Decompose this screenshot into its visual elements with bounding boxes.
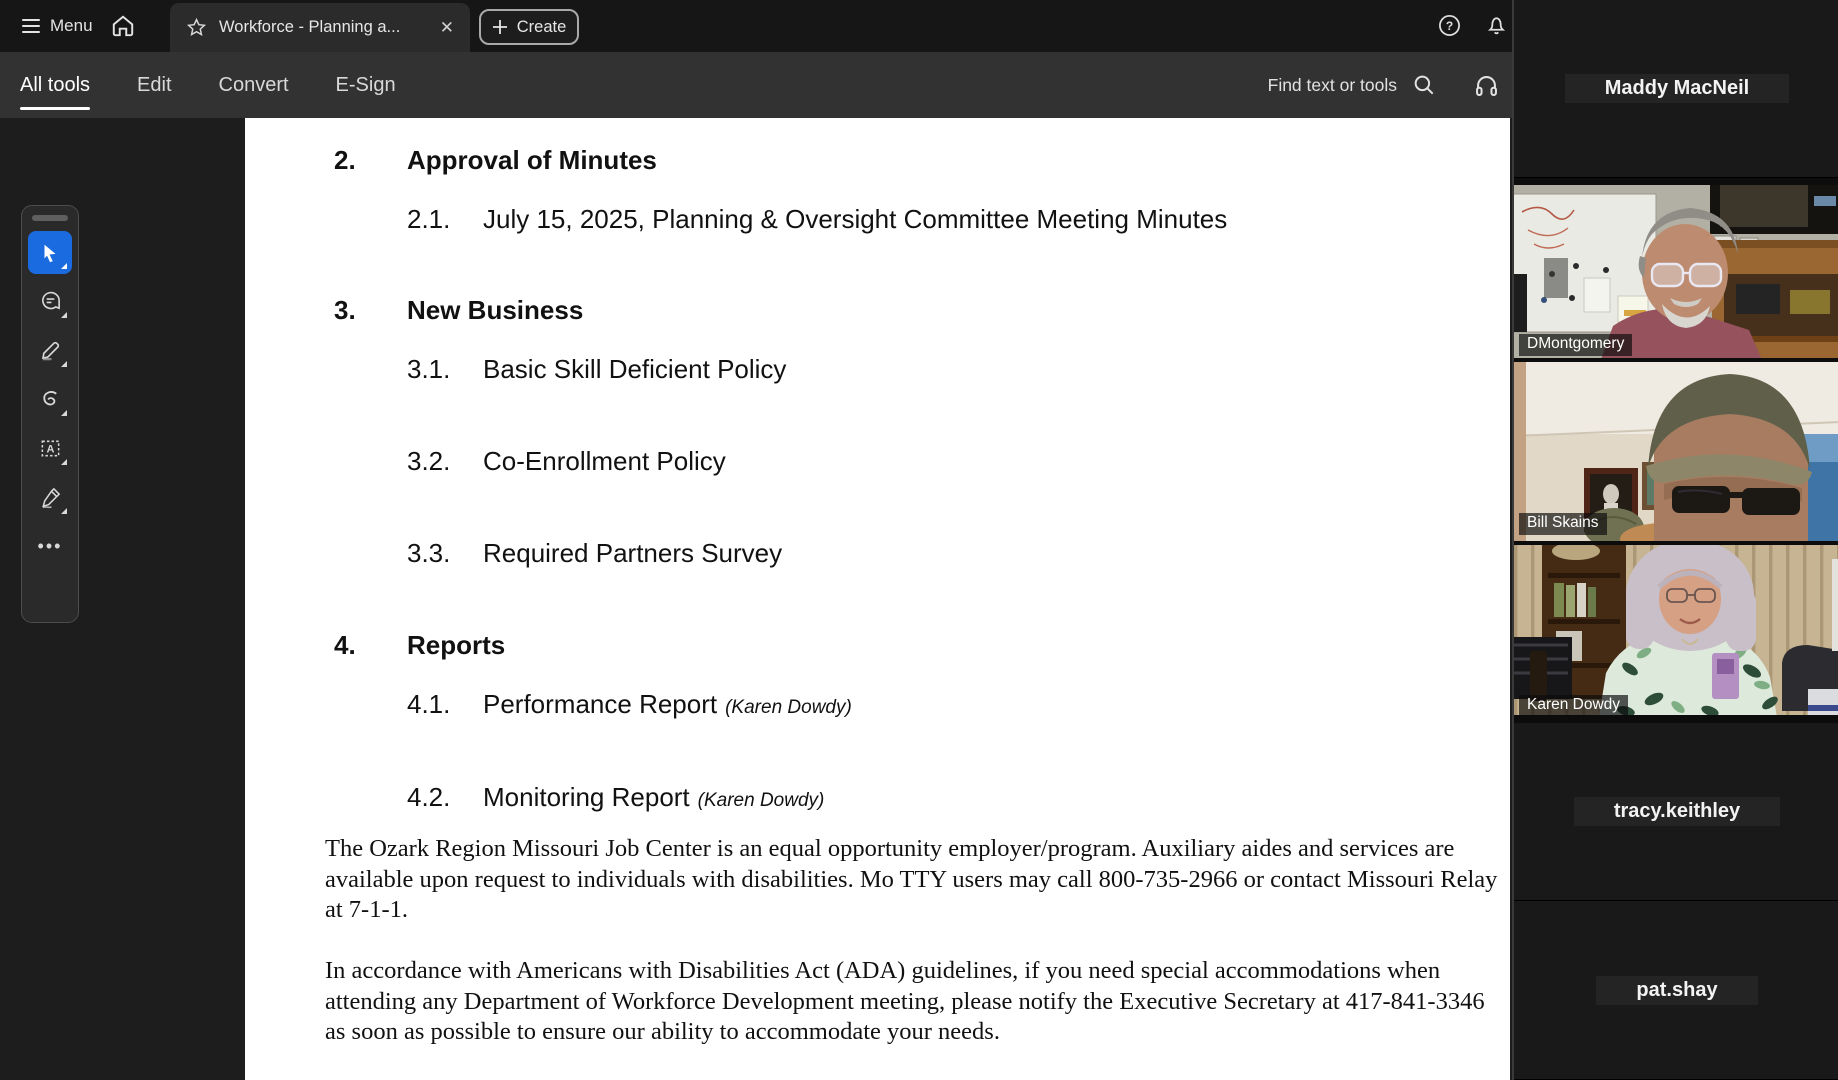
agenda-item bbox=[407, 204, 1227, 235]
app-top-bar bbox=[0, 0, 1512, 52]
tool-expand-corner bbox=[61, 361, 67, 367]
agenda-item bbox=[407, 354, 786, 385]
item-presenter: (Karen Dowdy) bbox=[725, 697, 852, 718]
participant-tile-bill-skains[interactable] bbox=[1514, 362, 1838, 541]
search-icon[interactable] bbox=[1411, 72, 1437, 98]
home-icon bbox=[110, 13, 136, 39]
agenda-item bbox=[407, 689, 852, 720]
tool-expand-corner bbox=[61, 410, 67, 416]
agenda-item bbox=[407, 782, 824, 813]
item-text: Co-Enrollment Policy bbox=[483, 446, 726, 476]
draw-freeform-icon bbox=[39, 388, 62, 411]
item-number: 4.1. bbox=[407, 689, 451, 719]
document-tab[interactable] bbox=[170, 3, 470, 52]
help-icon bbox=[1437, 13, 1462, 38]
participant-name: pat.shay bbox=[1596, 976, 1757, 1005]
tab-e-sign[interactable]: E-Sign bbox=[335, 73, 396, 96]
pdf-page bbox=[245, 118, 1510, 1080]
item-text: Performance Report bbox=[483, 689, 718, 719]
headphones-icon[interactable] bbox=[1473, 72, 1500, 99]
participant-name: DMontgomery bbox=[1519, 334, 1632, 356]
close-icon[interactable]: ✕ bbox=[439, 17, 454, 37]
svg-text:A: A bbox=[46, 443, 54, 456]
section-title: New Business bbox=[407, 295, 584, 325]
highlighter-icon bbox=[39, 339, 62, 362]
footer-paragraph: The Ozark Region Missouri Job Center is an equal opportunity employer/program. Auxiliary aides and services are available upon request to individuals with disabilities. Mo TTY users may call 800-735-2966 or contact Missouri Relay at 7-1-1. bbox=[325, 835, 1498, 924]
comment-icon bbox=[39, 290, 62, 313]
item-text: Basic Skill Deficient Policy bbox=[483, 354, 787, 384]
meeting-participants-sidebar bbox=[1512, 0, 1838, 1080]
agenda-item bbox=[407, 538, 782, 569]
tool-expand-corner bbox=[61, 312, 67, 318]
fill-and-sign-tool-button[interactable] bbox=[28, 476, 72, 519]
participant-tile-maddy-macneil[interactable] bbox=[1514, 0, 1838, 178]
select-text-box-tool-button[interactable] bbox=[28, 427, 72, 470]
item-number: 4.2. bbox=[407, 782, 451, 812]
participant-tile-dmontgomery[interactable] bbox=[1514, 178, 1838, 362]
document-tab-title: Workforce - Planning a... bbox=[219, 18, 401, 36]
agenda-section bbox=[334, 630, 505, 661]
item-number: 3.2. bbox=[407, 446, 451, 476]
section-number: 3. bbox=[334, 295, 356, 325]
participant-tile-pat-shay[interactable] bbox=[1514, 901, 1838, 1080]
hamburger-icon bbox=[22, 19, 40, 33]
section-title: Reports bbox=[407, 630, 506, 660]
tool-expand-corner bbox=[61, 508, 67, 514]
star-icon[interactable] bbox=[186, 17, 207, 38]
section-title: Approval of Minutes bbox=[407, 145, 657, 175]
menu-button[interactable] bbox=[22, 12, 93, 40]
text-selection-box-icon bbox=[39, 437, 62, 460]
tools-toolbar bbox=[0, 52, 1512, 118]
ellipsis-icon: ••• bbox=[37, 536, 63, 556]
select-tool-button[interactable] bbox=[28, 231, 72, 274]
signature-pen-icon bbox=[39, 486, 62, 509]
toolbar-tabs bbox=[20, 52, 396, 118]
bell-icon bbox=[1484, 12, 1509, 37]
item-number: 3.3. bbox=[407, 538, 451, 568]
svg-text:?: ? bbox=[1445, 18, 1454, 33]
help-button[interactable] bbox=[1437, 13, 1462, 43]
highlight-tool-button[interactable] bbox=[28, 329, 72, 372]
item-number: 2.1. bbox=[407, 204, 451, 234]
create-button[interactable] bbox=[479, 9, 579, 45]
find-area bbox=[1268, 52, 1512, 118]
tab-edit[interactable]: Edit bbox=[137, 73, 172, 96]
add-comment-tool-button[interactable] bbox=[28, 280, 72, 323]
cursor-arrow-icon bbox=[39, 242, 61, 264]
notifications-button[interactable] bbox=[1484, 12, 1509, 42]
create-label: Create bbox=[516, 17, 567, 36]
tab-all-tools[interactable]: All tools bbox=[20, 54, 90, 117]
menu-label: Menu bbox=[50, 16, 93, 35]
panel-drag-handle[interactable] bbox=[32, 215, 68, 221]
agenda-section bbox=[334, 145, 657, 176]
item-text: July 15, 2025, Planning & Oversight Committee Meeting Minutes bbox=[483, 204, 1228, 234]
participant-tile-tracy-keithley[interactable] bbox=[1514, 723, 1838, 901]
participant-name: tracy.keithley bbox=[1574, 797, 1780, 826]
home-button[interactable] bbox=[110, 13, 136, 44]
item-text: Required Partners Survey bbox=[483, 538, 783, 568]
participant-name: Maddy MacNeil bbox=[1565, 74, 1789, 103]
item-number: 3.1. bbox=[407, 354, 451, 384]
participant-name: Bill Skains bbox=[1519, 513, 1607, 535]
draw-tool-button[interactable] bbox=[28, 378, 72, 421]
agenda-item bbox=[407, 446, 726, 477]
tab-convert[interactable]: Convert bbox=[218, 73, 289, 96]
tool-expand-corner bbox=[61, 459, 67, 465]
section-number: 2. bbox=[334, 145, 356, 175]
item-text: Monitoring Report bbox=[483, 782, 690, 812]
participant-tile-karen-dowdy[interactable] bbox=[1514, 541, 1838, 723]
plus-icon bbox=[492, 19, 508, 35]
quick-tools-panel bbox=[21, 205, 79, 623]
participant-name: Karen Dowdy bbox=[1519, 695, 1628, 717]
section-number: 4. bbox=[334, 630, 356, 660]
item-presenter: (Karen Dowdy) bbox=[697, 790, 825, 811]
agenda-section bbox=[334, 295, 583, 326]
more-tools-button[interactable] bbox=[28, 525, 72, 568]
find-text-button[interactable]: Find text or tools bbox=[1267, 74, 1397, 95]
footer-paragraph: In accordance with Americans with Disabilities Act (ADA) guidelines, if you need special accommodations when attending any Department of Workforce Development meeting, please notify the Executive Secretary at 417-841-3346 as soon as possible to ensure our ability to accommodate your needs. bbox=[325, 957, 1485, 1046]
tool-expand-corner bbox=[61, 263, 67, 269]
